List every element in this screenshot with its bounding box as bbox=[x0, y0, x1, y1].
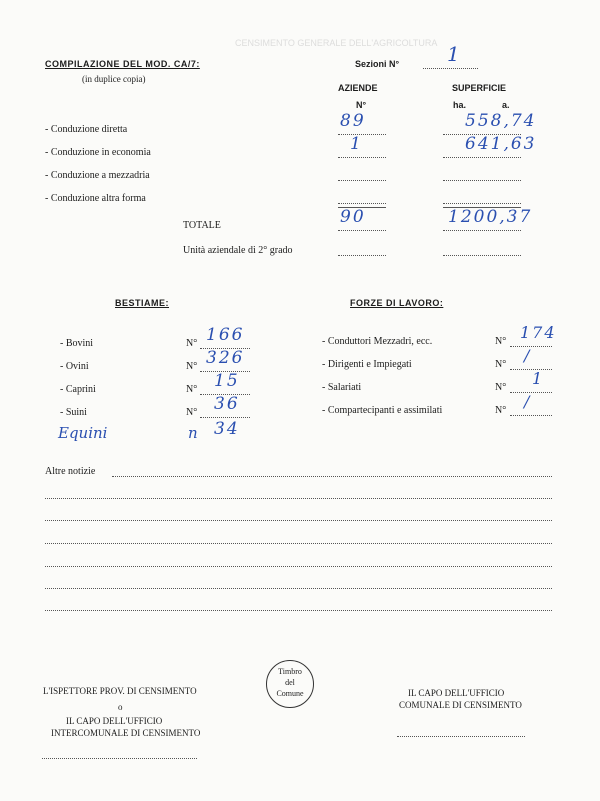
animal-count: 15 bbox=[214, 371, 240, 391]
form-title: COMPILAZIONE DEL MOD. CA/7: bbox=[45, 59, 200, 69]
bestiame-title: BESTIAME: bbox=[115, 298, 169, 308]
totale-aziende-dotted-line bbox=[338, 230, 386, 231]
worker-label: - Salariati bbox=[322, 382, 362, 393]
worker-dotted-line bbox=[510, 369, 552, 370]
animal-count: 326 bbox=[206, 348, 245, 368]
animal-label: - Suini bbox=[60, 407, 87, 418]
superficie-value: 641,63 bbox=[465, 134, 537, 154]
unita-label: Unità aziendale di 2° grado bbox=[183, 245, 293, 256]
number-prefix: N° bbox=[495, 336, 507, 347]
aziende-header: AZIENDE bbox=[338, 83, 378, 93]
forze-title: FORZE DI LAVORO: bbox=[350, 298, 444, 308]
superficie-a-header: a. bbox=[502, 100, 510, 110]
animal-dotted-line bbox=[200, 417, 250, 418]
conduzione-label: - Conduzione a mezzadria bbox=[45, 170, 150, 181]
altre-notizie-label: Altre notizie bbox=[45, 466, 96, 477]
notes-line bbox=[45, 520, 552, 521]
worker-label: - Dirigenti e Impiegati bbox=[322, 359, 412, 370]
notes-line bbox=[45, 498, 552, 499]
sezioni-dotted-line bbox=[423, 68, 478, 69]
notes-line bbox=[45, 566, 552, 567]
animal-count: 166 bbox=[206, 325, 245, 345]
conduzione-label: - Conduzione diretta bbox=[45, 124, 128, 135]
superficie-dotted-line bbox=[443, 180, 521, 181]
superficie-value: 558,74 bbox=[465, 111, 537, 131]
ispettore-title: L'ISPETTORE PROV. DI CENSIMENTO bbox=[43, 686, 197, 696]
bleed-through-text: CENSIMENTO GENERALE DELL'AGRICOLTURA bbox=[235, 38, 438, 48]
worker-count: 174 bbox=[520, 323, 557, 342]
aziende-dotted-line bbox=[338, 203, 386, 204]
unita-aziende-dotted-line bbox=[338, 255, 386, 256]
animal-label: - Bovini bbox=[60, 338, 94, 349]
worker-count: 1 bbox=[532, 369, 545, 388]
animal-label: - Ovini bbox=[60, 361, 89, 372]
aziende-value: 1 bbox=[350, 134, 363, 154]
totale-superficie-value: 1200,37 bbox=[448, 207, 533, 227]
capo-intercomunale-line1: IL CAPO DELL'UFFICIO bbox=[66, 716, 163, 726]
worker-count: / bbox=[524, 392, 532, 411]
animal-count: 36 bbox=[214, 394, 240, 414]
number-prefix: N° bbox=[495, 359, 507, 370]
superficie-dotted-line bbox=[443, 157, 521, 158]
capo-intercomunale-line2: INTERCOMUNALE DI CENSIMENTO bbox=[51, 728, 201, 738]
form-subtitle: (in duplice copia) bbox=[82, 74, 146, 84]
aziende-dotted-line bbox=[338, 157, 386, 158]
conduzione-label: - Conduzione altra forma bbox=[45, 193, 146, 204]
notes-line bbox=[45, 543, 552, 544]
totale-aziende-value: 90 bbox=[340, 207, 366, 227]
capo-comunale-line1: IL CAPO DELL'UFFICIO bbox=[408, 688, 505, 698]
notes-line bbox=[45, 610, 552, 611]
stamp-line: Comune bbox=[276, 689, 304, 698]
superficie-dotted-line bbox=[443, 203, 521, 204]
worker-label: - Compartecipanti e assimilati bbox=[322, 405, 443, 416]
sezioni-value: 1 bbox=[447, 42, 462, 66]
stamp-line: Timbro bbox=[278, 667, 302, 676]
equini-count: 34 bbox=[214, 419, 240, 439]
number-prefix: N° bbox=[495, 382, 507, 393]
left-signature-line bbox=[42, 758, 197, 759]
worker-label: - Conduttori Mezzadri, ecc. bbox=[322, 336, 433, 347]
number-prefix: N° bbox=[186, 361, 198, 372]
unita-superficie-dotted-line bbox=[443, 255, 521, 256]
aziende-value: 89 bbox=[340, 111, 366, 131]
animal-label: - Caprini bbox=[60, 384, 96, 395]
superficie-header: SUPERFICIE bbox=[452, 83, 507, 93]
capo-comunale-line2: COMUNALE DI CENSIMENTO bbox=[399, 700, 522, 710]
conduzione-label: - Conduzione in economia bbox=[45, 147, 151, 158]
number-prefix: N° bbox=[186, 384, 198, 395]
superficie-ha-header: ha. bbox=[453, 100, 467, 110]
equini-label: Equini bbox=[58, 424, 108, 442]
right-signature-line bbox=[397, 736, 525, 737]
notes-line bbox=[45, 588, 552, 589]
equini-prefix: n bbox=[188, 424, 200, 442]
totale-label: TOTALE bbox=[183, 220, 221, 231]
aziende-dotted-line bbox=[338, 180, 386, 181]
number-prefix: N° bbox=[186, 407, 198, 418]
comune-stamp-circle bbox=[266, 660, 314, 708]
notes-line bbox=[112, 476, 552, 477]
stamp-line: del bbox=[285, 678, 295, 687]
number-prefix: N° bbox=[495, 405, 507, 416]
sezioni-label: Sezioni N° bbox=[355, 59, 400, 69]
number-prefix: N° bbox=[186, 338, 198, 349]
worker-dotted-line bbox=[510, 415, 552, 416]
aziende-sub-header: N° bbox=[356, 100, 367, 110]
worker-count: / bbox=[524, 346, 532, 365]
or-label: o bbox=[118, 702, 123, 712]
totale-superficie-dotted-line bbox=[443, 230, 521, 231]
